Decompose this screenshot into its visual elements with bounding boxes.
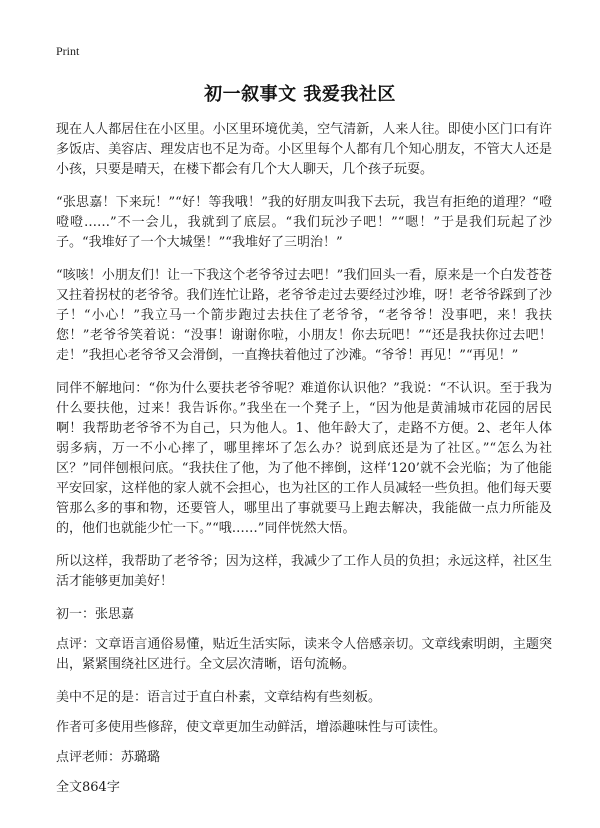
review-comment: 点评：文章语言通俗易懂，贴近生活实际，读来令人倍感亲切。文章线索明朗，主题突出，紧紧围绕社区进行。全文层次清晰，语句流畅。 (56, 637, 552, 672)
reviewer-line: 点评老师：苏璐璐 (56, 750, 161, 765)
print-link[interactable]: Print (56, 44, 80, 58)
paragraph-play: “张思嘉！下来玩！”“好！等我哦！”我的好朋友叫我下去玩，我岂有拒绝的道理？“噔噔噔……”不一会儿，我就到了底层。“我们玩沙子吧！”“嗯！”于是我们玩起了沙子。“我堆好了一个大城堡！”“我堆好了三明治！” (56, 195, 552, 250)
article-body (56, 120, 552, 808)
review-shortcoming: 美中不足的是：语言过于直白朴素，文章结构有些刻板。 (56, 690, 382, 705)
review-suggestion: 作者可多使用些修辞，使文章更加生动鲜活，增添趣味性与可读性。 (56, 720, 447, 735)
paragraph-intro: 现在人人都居住在小区里。小区里环境优美，空气清新，人来人往。即使小区门口有许多饭店、美容店、理发店也不足为奇。小区里每个人都有几个知心朋友，不管大人还是小孩，只要是晴天，在楼下都会有几个大人聊天，几个孩子玩耍。 (56, 122, 552, 177)
word-count: 全文864字 (56, 780, 120, 795)
paragraph-conclusion: 所以这样，我帮助了老爷爷；因为这样，我减少了工作人员的负担；永远这样，社区生活才能够更加美好！ (56, 554, 552, 589)
author-line: 初一：张思嘉 (56, 607, 135, 622)
paragraph-grandpa: “咳咳！小朋友们！让一下我这个老爷爷过去吧！”我们回头一看，原来是一个白发苍苍又拄着拐杖的老爷爷。我们连忙让路，老爷爷走过去要经过沙堆，呀！老爷爷踩到了沙子！“小心！”我立马一个箭步跑过去扶住了老爷爷，“老爷爷！没事吧，来！我扶您！”老爷爷笑着说：“没事！谢谢你啦，小朋友！你去玩吧！”“还是我扶你过去吧！走！”我担心老爷爷又会滑倒，一直搀扶着他过了沙滩。“爷爷！再见！”“再见！” (56, 268, 552, 363)
article-title: 初一叙事文 我爱我社区 (204, 84, 396, 105)
paragraph-explanation: 同伴不解地问：“你为什么要扶老爷爷呢？难道你认识他？”我说：“不认识。至于我为什么要扶他，过来！我告诉你。”我坐在一个凳子上，“因为他是黄浦城市花园的居民啊！我帮助老爷爷不为自己，只为他人。1、他年龄大了，走路不方便。2、老年人体弱多病，万一不小心摔了，哪里摔坏了怎么办？说到底还是为了社区。”“怎么为社区？”同伴刨根问底。“我扶住了他，为了他不摔倒，这样‘120’就不会光临；为了他能平安回家，这样他的家人就不会担心，也为社区的工作人员减轻一些负担。他们每天要管那么多的事和物，还要管人，哪里出了事就要马上跑去解决，我能做一点力所能及的，他们也就能少忙一下。”“哦……”同伴恍然大悟。 (56, 381, 552, 536)
